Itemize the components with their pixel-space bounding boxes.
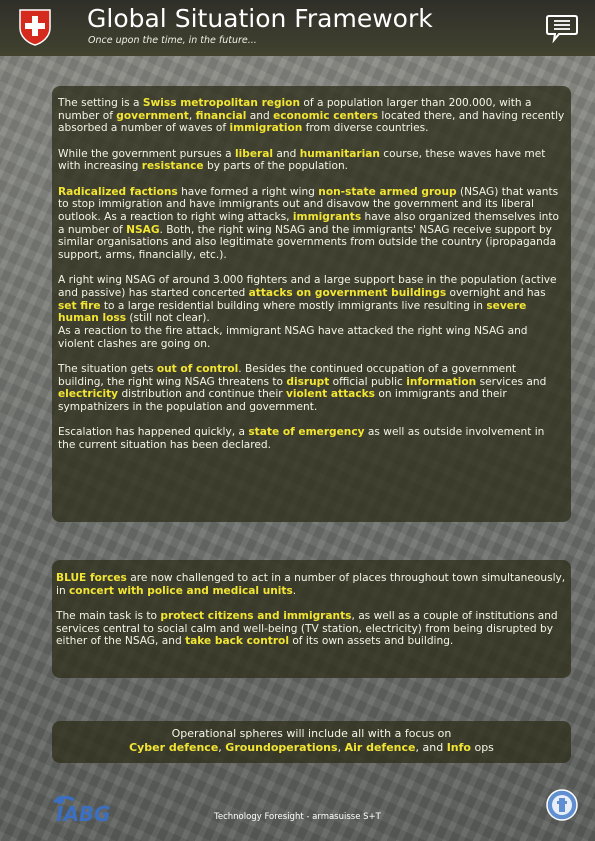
body-text: As a reaction to the fire attack, immigrant NSAG have attacked the right wing NSAG and violent clashes are going on. xyxy=(58,325,528,350)
header-bar xyxy=(0,0,595,56)
paragraph xyxy=(56,610,567,648)
highlight-text: financial xyxy=(195,109,247,122)
body-text: The setting is a xyxy=(58,97,143,109)
highlight-text: out of control xyxy=(156,362,239,375)
body-text: . Besides the continued occupation of a government building, the right wing NSAG threatens to xyxy=(58,362,517,388)
highlight-text: disrupt xyxy=(286,375,330,388)
highlight-text: severe human loss xyxy=(58,299,527,325)
body-text: The main task is to xyxy=(56,609,161,622)
body-text: services and xyxy=(476,375,547,388)
body-text: . xyxy=(292,584,297,597)
body-text: , as well as a couple of institutions and services central to social calm and well-being (TV station, electricity) from being disrupted by either of the NSAG, and xyxy=(56,609,558,648)
paragraph xyxy=(58,186,565,262)
body-text: have also organized themselves into a number of xyxy=(58,210,560,236)
highlight-text: Radicalized factions xyxy=(58,185,178,198)
highlight-text: humanitarian xyxy=(299,147,380,160)
highlight-text: concert with police and medical units xyxy=(69,584,293,597)
iabg-logo-text: IABG xyxy=(56,802,111,824)
highlight-text: violent attacks xyxy=(285,388,375,401)
highlight-text: NSAG xyxy=(126,223,160,236)
operational-spheres-box xyxy=(52,721,571,763)
body-text: While the government pursues a xyxy=(58,147,235,160)
body-text: from diverse countries. xyxy=(302,122,429,135)
body-text: are now challenged to act in a number of places throughout town simultaneously, in xyxy=(56,572,566,597)
body-text: of its own assets and building. xyxy=(288,635,454,648)
body-text: located there, and having recently absorbed a number of waves of xyxy=(58,109,565,135)
page-subtitle: Once upon the time, in the future... xyxy=(88,35,257,46)
highlight-text: government xyxy=(116,109,189,122)
highlight-text: information xyxy=(406,375,477,388)
body-text: Escalation has happened quickly, a xyxy=(58,426,249,439)
swiss-cross-shield-icon xyxy=(18,8,52,46)
task-text-box xyxy=(52,560,571,678)
highlight-text: electricity xyxy=(58,388,119,401)
spheres-intro: Operational spheres will include all with a focus on xyxy=(171,727,452,740)
body-text: ops xyxy=(470,741,494,754)
spheres-list xyxy=(52,741,571,755)
paragraph xyxy=(56,572,567,597)
highlight-text: immigration xyxy=(229,122,303,135)
body-text: and xyxy=(273,147,300,160)
paragraph xyxy=(58,148,565,173)
body-text: distribution and continue their xyxy=(118,388,286,401)
body-text: official public xyxy=(329,375,407,388)
paragraph xyxy=(58,97,565,135)
highlight-text: non-state armed group xyxy=(318,185,457,198)
body-text: on immigrants and their sympathizers in the population and government. xyxy=(58,388,507,414)
highlight-text: attacks on government buildings xyxy=(248,286,447,299)
highlight-text: resistance xyxy=(141,160,204,173)
body-text: have formed a right wing xyxy=(177,185,319,198)
highlight-text: immigrants xyxy=(292,210,362,223)
body-text: (NSAG) that wants to stop immigration and have immigrants out and disavow the government and its liberal outlook. As a reaction to right wing attacks, xyxy=(58,185,559,223)
highlight-text: Cyber defence xyxy=(129,741,219,754)
body-text: of a population larger than 200.000, with a number of xyxy=(58,97,532,122)
page-title: Global Situation Framework xyxy=(87,4,433,33)
highlight-text: state of emergency xyxy=(248,426,365,439)
paragraph xyxy=(58,363,565,414)
paragraph xyxy=(58,274,565,350)
highlight-text: protect citizens and immigrants xyxy=(160,609,352,622)
paragraph xyxy=(58,426,565,451)
body-text: by parts of the population. xyxy=(203,160,349,173)
body-text: , xyxy=(188,109,196,122)
highlight-text: take back control xyxy=(185,635,289,648)
body-text: overnight and has xyxy=(446,286,546,299)
armasuisse-seal xyxy=(546,789,578,821)
body-text: , and xyxy=(415,741,447,754)
highlight-text: set fire xyxy=(58,299,101,312)
highlight-text: Groundoperations xyxy=(225,741,338,754)
body-text: to a large residential building where mostly immigrants live resulting in xyxy=(100,299,487,312)
body-text: , xyxy=(218,741,226,754)
body-text: as well as outside involvement in the current situation has been declared. xyxy=(58,426,545,451)
footer-text: Technology Foresight - armasuisse S+T xyxy=(214,812,381,822)
highlight-text: BLUE forces xyxy=(56,572,127,584)
speech-bubble-menu-icon[interactable] xyxy=(545,13,579,43)
body-text: course, these waves have met with increasing xyxy=(58,147,546,173)
body-text: . Both, the right wing NSAG and the immigrants' NSAG receive support by similar organisations and also legitimate governments from outside the country (ipropaganda support, arms, financially, etc.). xyxy=(58,223,557,262)
body-text: and xyxy=(246,109,274,122)
scenario-text-box xyxy=(52,86,571,522)
body-text: The situation gets xyxy=(58,362,157,375)
highlight-text: economic centers xyxy=(273,109,379,122)
highlight-text: Info xyxy=(446,741,471,754)
highlight-text: Air defence xyxy=(344,741,416,754)
highlight-text: Swiss metropolitan region xyxy=(142,97,301,109)
highlight-text: liberal xyxy=(234,147,274,160)
body-text: , xyxy=(337,741,345,754)
body-text: (still not clear). xyxy=(126,312,210,325)
body-text: A right wing NSAG of around 3.000 fighters and a large support base in the population (active and passive) has started concerted xyxy=(58,274,557,299)
